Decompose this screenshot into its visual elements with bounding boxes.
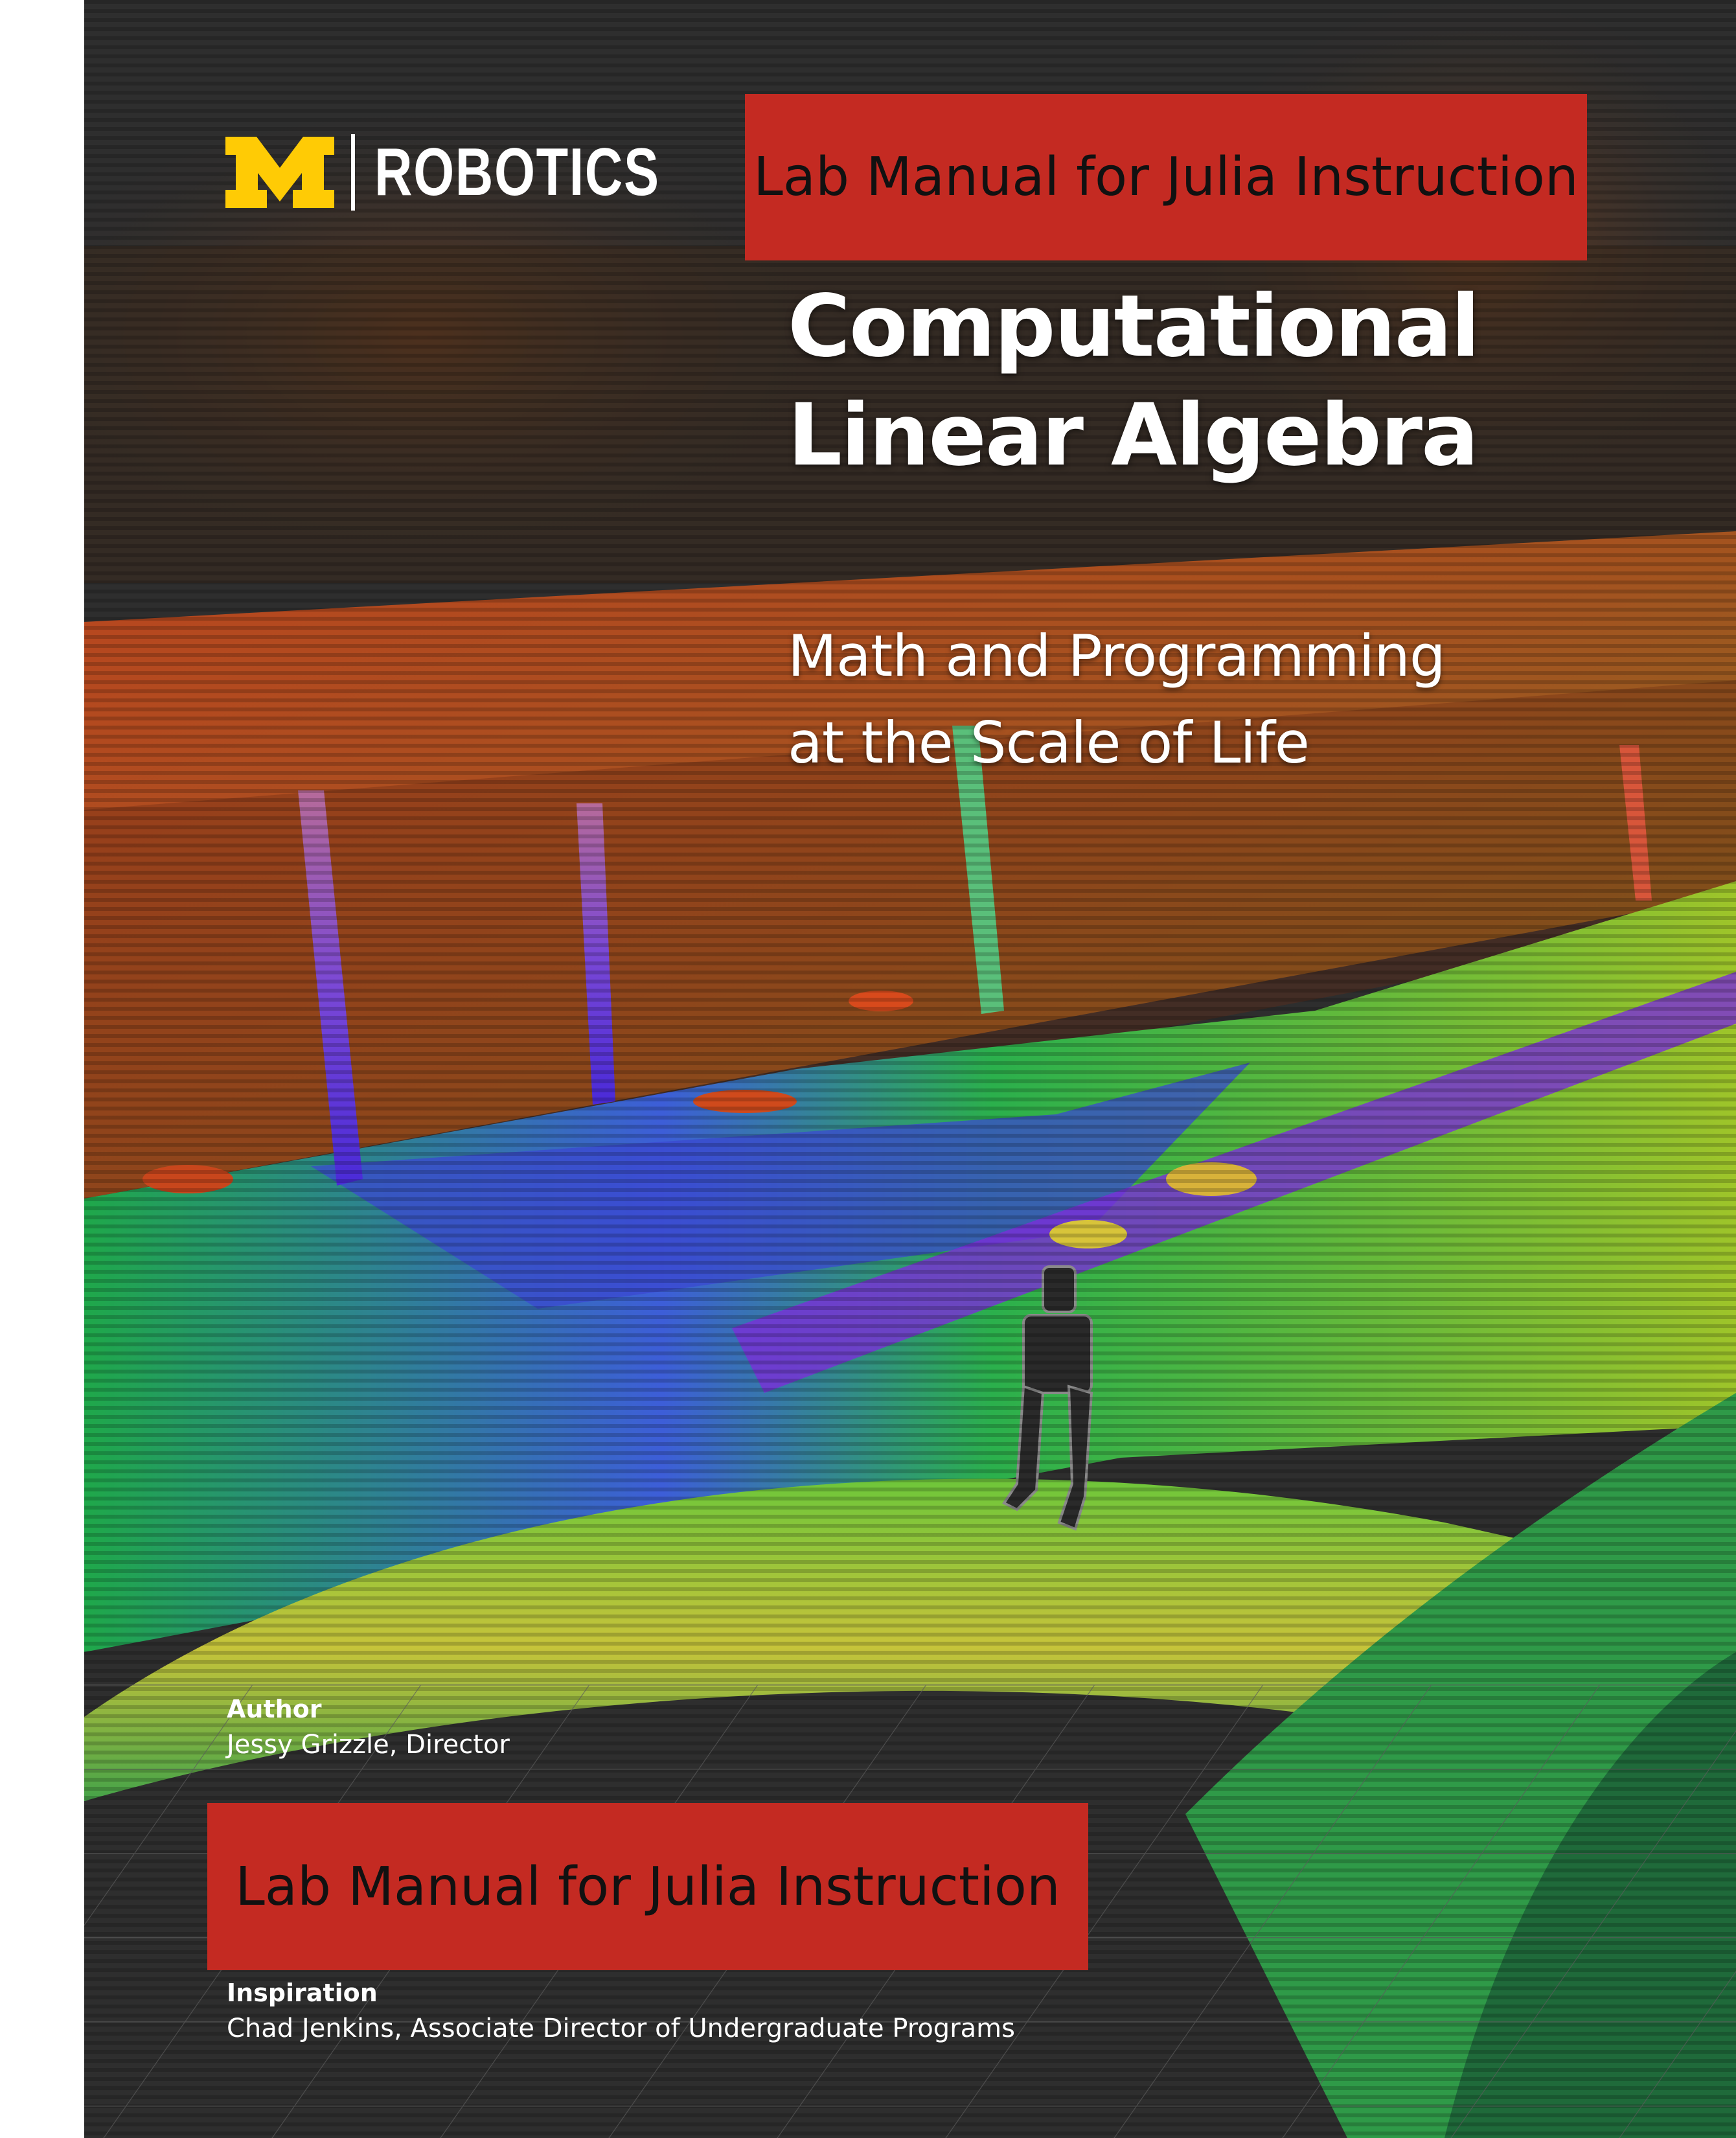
inspiration-label: Inspiration bbox=[227, 1979, 378, 2007]
lab-manual-banner-top: Lab Manual for Julia Instruction bbox=[745, 94, 1587, 260]
michigan-robotics-logo bbox=[225, 133, 740, 212]
author-label: Author bbox=[227, 1695, 322, 1723]
subtitle-line-1: Math and Programming bbox=[788, 623, 1445, 689]
logo-divider bbox=[351, 134, 355, 211]
block-m-icon bbox=[225, 137, 334, 208]
title-line-1: Computational bbox=[788, 277, 1479, 376]
book-title bbox=[788, 272, 1695, 490]
title-line-2: Linear Algebra bbox=[788, 385, 1478, 485]
book-subtitle bbox=[788, 613, 1630, 787]
author-name: Jessy Grizzle, Director bbox=[227, 1730, 510, 1760]
book-cover bbox=[84, 0, 1736, 2138]
lab-manual-banner-bottom: Lab Manual for Julia Instruction bbox=[207, 1803, 1088, 1970]
inspiration-credit bbox=[227, 1976, 1015, 2047]
inspiration-name: Chad Jenkins, Associate Director of Undergraduate Programs bbox=[227, 2014, 1015, 2043]
author-credit bbox=[227, 1692, 510, 1764]
logo-wordmark: ROBOTICS bbox=[374, 134, 660, 210]
subtitle-line-2: at the Scale of Life bbox=[788, 709, 1309, 776]
